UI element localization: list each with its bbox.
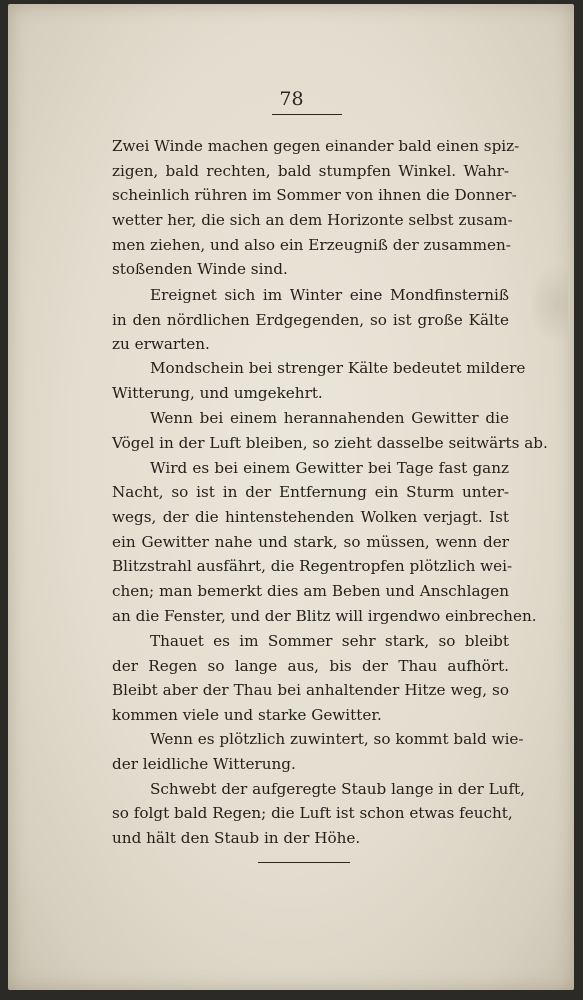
text-line: kommen viele und starke Gewitter. bbox=[112, 706, 382, 724]
text-line: zigen, bald rechten, bald stumpfen Winkel. Wahr- bbox=[112, 162, 509, 180]
text-line: men ziehen, und also ein Erzeugniß der zusammen- bbox=[112, 236, 511, 254]
text-line: Zwei Winde machen gegen einander bald einen spiz- bbox=[112, 137, 520, 155]
text-line: ein Gewitter nahe und stark, so müssen, wenn der bbox=[112, 533, 509, 551]
text-line: an die Fenster, und der Blitz will irgendwo einbrechen. bbox=[112, 607, 537, 625]
closing-rule bbox=[258, 862, 350, 863]
text-line: Wenn bei einem herannahenden Gewitter die bbox=[150, 409, 509, 427]
text-line: Wenn es plötzlich zuwintert, so kommt bald wie- bbox=[150, 730, 524, 748]
text-line: zu erwarten. bbox=[112, 335, 210, 353]
text-line: stoßenden Winde sind. bbox=[112, 260, 288, 278]
text-line: der Regen so lange aus, bis der Thau aufhört. bbox=[112, 657, 509, 675]
text-line: Witterung, und umgekehrt. bbox=[112, 384, 323, 402]
text-line: Nacht, so ist in der Entfernung ein Sturm unter- bbox=[112, 483, 509, 501]
text-line: Vögel in der Luft bleiben, so zieht dasselbe seitwärts ab. bbox=[112, 434, 548, 452]
text-line: wetter her, die sich an dem Horizonte selbst zusam- bbox=[112, 211, 513, 229]
text-line: Bleibt aber der Thau bei anhaltender Hitze weg, so bbox=[112, 681, 509, 699]
text-line: Ereignet sich im Winter eine Mondfinsterniß bbox=[150, 286, 509, 304]
text-line: Mondschein bei strenger Kälte bedeutet mildere bbox=[150, 359, 526, 377]
text-line: chen; man bemerkt dies am Beben und Anschlagen bbox=[112, 582, 509, 600]
text-line: Blitzstrahl ausfährt, die Regentropfen plötzlich wei- bbox=[112, 557, 513, 575]
text-line: Thauet es im Sommer sehr stark, so bleibt bbox=[150, 632, 509, 650]
text-line: der leidliche Witterung. bbox=[112, 755, 296, 773]
text-line: in den nördlichen Erdgegenden, so ist große Kälte bbox=[112, 311, 509, 329]
text-line: wegs, der die hintenstehenden Wolken verjagt. Ist bbox=[112, 508, 509, 526]
text-line: und hält den Staub in der Höhe. bbox=[112, 829, 361, 847]
page-number: 78 bbox=[279, 88, 304, 110]
text-line: so folgt bald Regen; die Luft ist schon etwas feucht, bbox=[112, 804, 513, 822]
text-line: scheinlich rühren im Sommer von ihnen die Donner- bbox=[112, 186, 517, 204]
text-line: Wird es bei einem Gewitter bei Tage fast ganz bbox=[150, 459, 509, 477]
text-line: Schwebt der aufgeregte Staub lange in der Luft, bbox=[150, 780, 525, 798]
